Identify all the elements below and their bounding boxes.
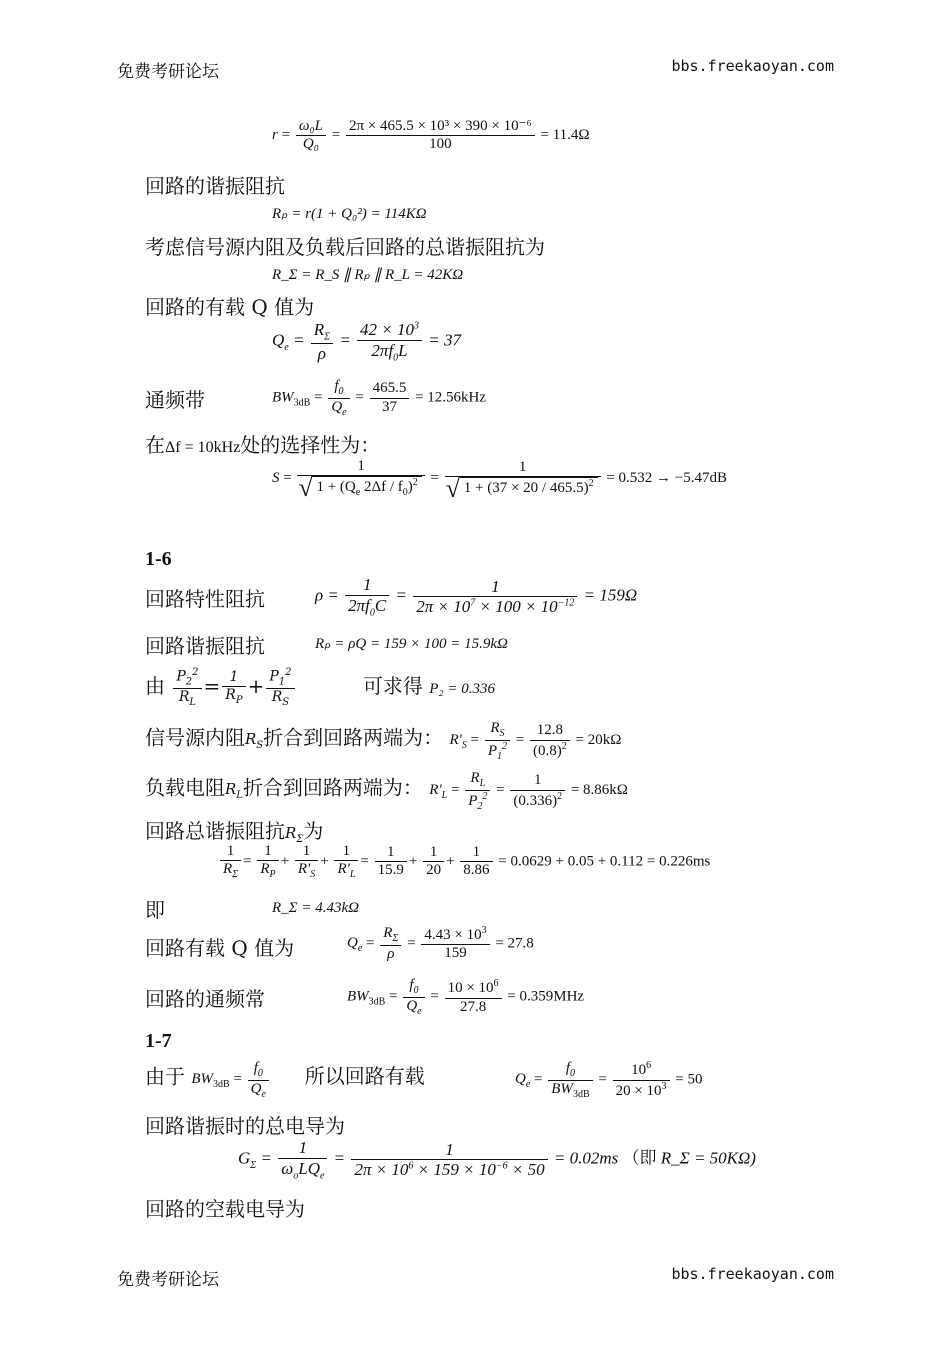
- formula-rp: Rₚ = r(1 + Q₀²) = 114KΩ: [272, 206, 427, 222]
- formula-rho: ρ = $\frac{1}{2\pi f_0C}$ = $\frac{1}{2\pi \times 10^7 \times 100 \times 10^{-12}}$ = 159Ω: [315, 575, 638, 618]
- text-line: 回路有载 Q 值为: [145, 936, 295, 960]
- formula-rsum: R_Σ = R_S ∥ Rₚ ∥ R_L = 42KΩ: [272, 267, 464, 283]
- text-line: 信号源内阻$R_S$折合到回路两端为： $R'_S$ = $\frac{R_S}{P_1^2}$ = $\frac{12.8}{(0.8)^2}$ = 20kΩ: [145, 720, 622, 762]
- footer-right: bbs.freekaoyan.com: [671, 1265, 834, 1283]
- formula-sum: $\frac{1}{R_\Sigma}$ = $\frac{1}{R_P}$ + $\frac{1}{R'_S}$ + $\frac{1}{R'_L}$ = $\frac{1}{15.9}$ + $\frac{1}{20}$ + $\frac{1}{8.86}$ = 0.0629 + 0.05 + 0.112 = 0.226ms: [218, 843, 710, 881]
- text-line: 回路特性阻抗: [145, 587, 265, 611]
- header-right: bbs.freekaoyan.com: [671, 57, 834, 75]
- formula-g: $G_\Sigma$ = $\frac{1}{\omega_oLQ_e}$ = $\frac{1}{2\pi \times 10^6 \times 159 \times 10^{-6} \times 50}$ = 0.02ms （即 R_Σ = 50KΩ): [238, 1138, 756, 1181]
- text-line: 负载电阻$R_L$折合到回路两端为： $R'_L$ = $\frac{R_L}{P_2^2}$ = $\frac{1}{(0.336)^2}$ = 8.86kΩ: [145, 770, 628, 812]
- text-line: 回路谐振时的总电导为: [145, 1114, 345, 1138]
- section-heading: 1-6: [145, 548, 172, 570]
- formula-rsum2: R_Σ = 4.43kΩ: [272, 900, 359, 916]
- formula-qe3: $Q_e$ = $\frac{f_0}{BW_{3dB}}$ = $\frac{10^6}{20 \times 10^3}$ = 50: [515, 1060, 703, 1100]
- text-line: 回路总谐振阻抗$R_\Sigma$为: [145, 819, 324, 845]
- text-line: 回路的有载 Q 值为: [145, 295, 315, 319]
- formula-bw: $BW_{3dB}$ = $\frac{f_0}{Q_e}$ = $\frac{465.5}{37}$ = 12.56kHz: [272, 378, 487, 418]
- formula-qe: $Q_e$ = $\frac{R_\Sigma}{\rho}$ = $\frac{42 \times 10^3}{2\pi f_0L}$ = 37: [272, 320, 462, 363]
- footer-left: 免费考研论坛: [117, 1270, 219, 1290]
- formula-s: S = 1 √ $1 + (Q_e$ $2\Delta f / f_0)^2$ = 1 √ $1 + (37 \times 20 / 465.5)^2$ = 0.532 → −5.47dB: [272, 458, 727, 499]
- formula-rp2: Rₚ = ρQ = 159 × 100 = 15.9kΩ: [315, 636, 508, 652]
- text-line: 在Δf = 10kHz处的选择性为：: [145, 433, 381, 457]
- text-line: 回路的空载电导为: [145, 1197, 305, 1221]
- text-line: 考虑信号源内阻及负载后回路的总谐振阻抗为: [145, 235, 545, 259]
- text-line: 由 $\frac{P_2^2}{R_L}$ = $\frac{1}{R_P}$ + $\frac{P_1^2}{R_S}$ 可求得 P₂ = 0.336: [145, 667, 495, 708]
- formula-bw2: $BW_{3dB}$ = $\frac{f_0}{Q_e}$ = $\frac{10 \times 10^6}{27.8}$ = 0.359MHz: [347, 977, 585, 1017]
- formula-qe2: $Q_e$ = $\frac{R_\Sigma}{\rho}$ = $\frac{4.43 \times 10^3}{159}$ = 27.8: [347, 925, 534, 962]
- text-line: 回路谐振阻抗: [145, 634, 265, 658]
- header-left: 免费考研论坛: [117, 62, 219, 82]
- formula-r: r = $\frac{\text{ω₀L}}{\text{Q₀}}$ = $\frac{\text{2π × 465.5 × 10³ × 390 × 10⁻⁶}}{100}$ = 11.4Ω: [272, 118, 590, 153]
- text-line: 回路的谐振阻抗: [145, 174, 285, 198]
- text-line: 即: [145, 898, 165, 922]
- section-heading: 1-7: [145, 1030, 172, 1052]
- text-line: 回路的通频常: [145, 987, 265, 1011]
- text-line: 由于 $BW_{3dB}$ = $\frac{f_0}{Q_e}$ 所以回路有载: [145, 1060, 425, 1100]
- text-line: 通频带: [145, 388, 205, 412]
